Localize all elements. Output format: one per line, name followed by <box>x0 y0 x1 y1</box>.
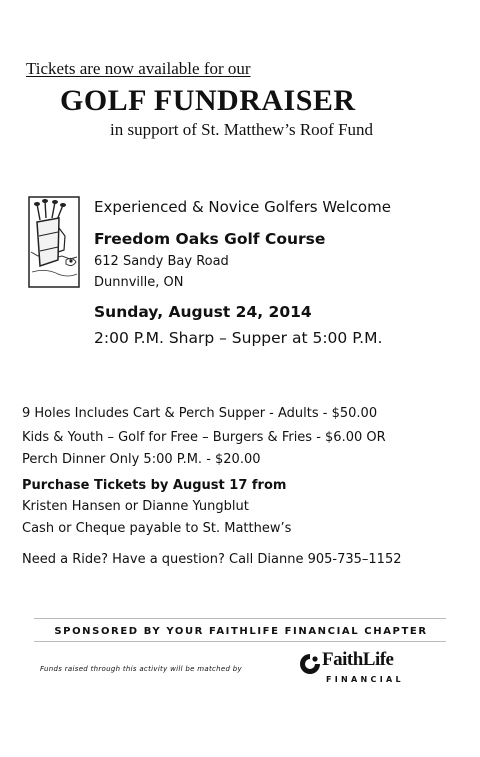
price-adults: 9 Holes Includes Cart & Perch Supper - Adults - $50.00 <box>22 406 378 421</box>
divider-top <box>34 618 446 619</box>
subtitle: in support of St. Matthew’s Roof Fund <box>110 120 374 139</box>
match-note: Funds raised through this activity will be matched by <box>40 665 242 673</box>
welcome-text: Experienced & Novice Golfers Welcome <box>94 198 391 216</box>
divider-bottom <box>34 641 446 642</box>
address-line1: 612 Sandy Bay Road <box>94 254 229 269</box>
logo-name: FaithLife <box>322 649 394 670</box>
page-title: GOLF FUNDRAISER <box>60 84 356 117</box>
purchase-contacts: Kristen Hansen or Dianne Yungblut <box>22 499 249 514</box>
course-name: Freedom Oaks Golf Course <box>94 230 326 248</box>
intro-text: Tickets are now available for our <box>26 59 251 78</box>
event-date: Sunday, August 24, 2014 <box>94 303 312 321</box>
price-dinner: Perch Dinner Only 5:00 P.M. - $20.00 <box>22 452 261 467</box>
logo-sub: FINANCIAL <box>326 675 404 684</box>
purchase-heading: Purchase Tickets by August 17 from <box>22 478 287 493</box>
golf-bag-icon <box>28 196 80 288</box>
sponsor-line: SPONSORED BY YOUR FAITHLIFE FINANCIAL CHAPTER <box>54 626 428 637</box>
payment-info: Cash or Cheque payable to St. Matthew’s <box>22 521 292 536</box>
ride-question: Need a Ride? Have a question? Call Dianne 905-735–1152 <box>22 552 402 567</box>
price-kids: Kids & Youth – Golf for Free – Burgers & Fries - $6.00 OR <box>22 430 386 445</box>
address-line2: Dunnville, ON <box>94 275 184 290</box>
faithlife-logo-icon <box>298 652 322 676</box>
event-time: 2:00 P.M. Sharp – Supper at 5:00 P.M. <box>94 329 383 347</box>
